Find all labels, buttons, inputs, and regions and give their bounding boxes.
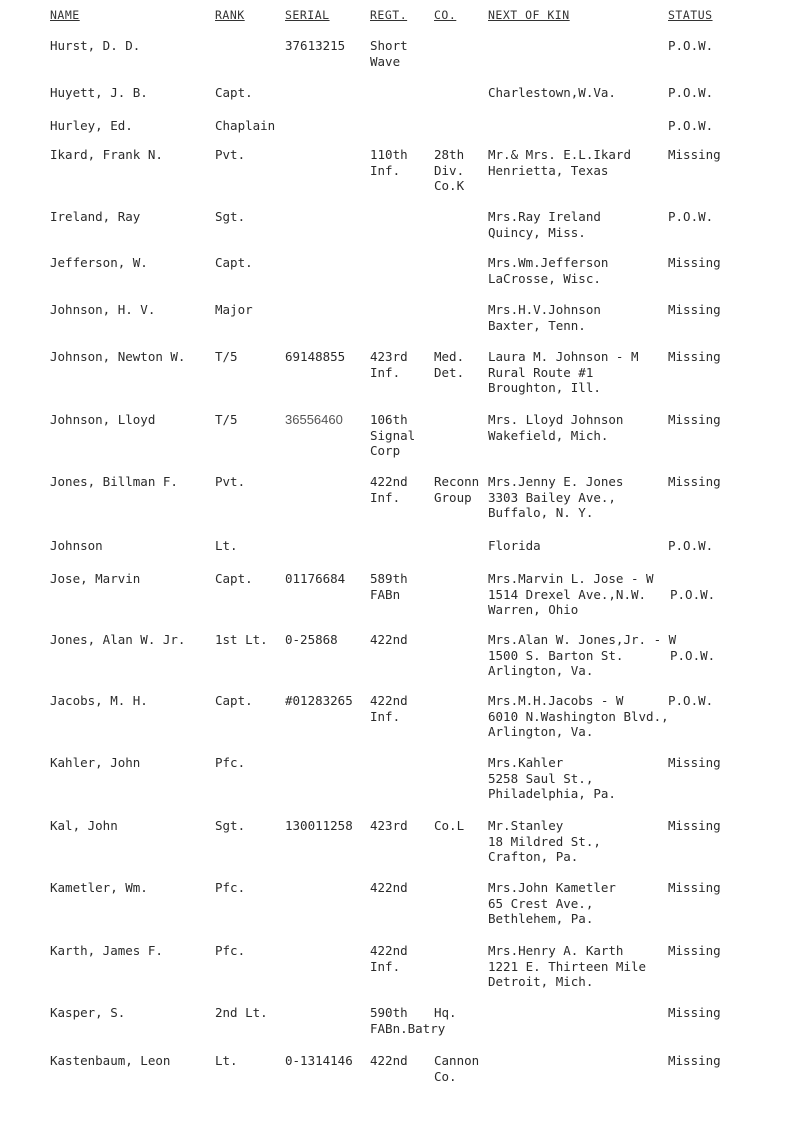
next-of-kin-line: Rural Route #1 (488, 364, 594, 380)
status: Missing (668, 255, 721, 270)
company-line: Div. (434, 162, 465, 178)
soldier-name: Ikard, Frank N. (50, 147, 163, 162)
serial-number: 01176684 (285, 571, 346, 586)
regiment-line: 422nd (370, 880, 408, 895)
regiment (370, 880, 408, 896)
next-of-kin-line: LaCrosse, Wisc. (488, 270, 601, 286)
status: P.O.W. (670, 586, 716, 602)
serial-number: #01283265 (285, 693, 353, 708)
next-of-kin-line: Mrs.M.H.Jacobs - W (488, 693, 624, 708)
next-of-kin-line: 6010 N.Washington Blvd., (488, 708, 669, 724)
status: Missing (668, 1005, 721, 1020)
company-line: Group (434, 489, 472, 505)
regiment-line: Wave (370, 53, 401, 69)
regiment (370, 1053, 408, 1069)
next-of-kin-line: 3303 Bailey Ave., (488, 489, 616, 505)
regiment-line: Signal (370, 427, 416, 443)
next-of-kin-line: Mrs.Kahler (488, 755, 564, 770)
next-of-kin-line: Wakefield, Mich. (488, 427, 609, 443)
next-of-kin-line: 1514 Drexel Ave.,N.W. (488, 586, 647, 602)
regiment (370, 571, 408, 602)
regiment-line: Short (370, 38, 408, 53)
next-of-kin-line: 1500 S. Barton St. (488, 647, 624, 663)
company-line: Hq. (434, 1005, 457, 1020)
company (434, 474, 479, 505)
regiment (370, 632, 408, 648)
header-co: CO. (434, 8, 457, 22)
serial-number: 0-1314146 (285, 1053, 353, 1068)
next-of-kin (488, 538, 541, 554)
next-of-kin-line: Buffalo, N. Y. (488, 505, 594, 520)
status: P.O.W. (668, 85, 714, 100)
regiment (370, 693, 408, 724)
rank: Pfc. (215, 880, 246, 895)
regiment-line: 422nd (370, 632, 408, 647)
next-of-kin-line: Mrs.John Kametler (488, 880, 616, 895)
soldier-name: Jose, Marvin (50, 571, 141, 586)
next-of-kin (488, 147, 631, 178)
header-regt: REGT. (370, 8, 408, 22)
soldier-name: Kametler, Wm. (50, 880, 148, 895)
next-of-kin (488, 632, 676, 679)
rank: Capt. (215, 255, 253, 270)
next-of-kin-line: Detroit, Mich. (488, 974, 594, 989)
company-line: Med. (434, 349, 465, 364)
serial-number: 0-25868 (285, 632, 338, 647)
company-line: Reconn (434, 474, 480, 489)
rank: T/5 (215, 349, 238, 364)
status: Missing (668, 1053, 721, 1068)
regiment (370, 474, 408, 505)
status: P.O.W. (668, 209, 714, 224)
regiment-line: 422nd (370, 693, 408, 708)
regiment-line: 423rd (370, 349, 408, 364)
serial-number: 130011258 (285, 818, 353, 833)
company (434, 1053, 479, 1084)
next-of-kin-line: Mrs.Henry A. Karth (488, 943, 624, 958)
regiment (370, 147, 408, 178)
next-of-kin (488, 209, 601, 240)
status: P.O.W. (668, 38, 714, 53)
status: Missing (668, 880, 721, 895)
next-of-kin (488, 880, 616, 927)
company-line: 28th (434, 147, 465, 162)
next-of-kin (488, 693, 669, 740)
soldier-name: Kastenbaum, Leon (50, 1053, 171, 1068)
regiment (370, 818, 408, 834)
regiment-line: 422nd (370, 943, 408, 958)
soldier-name: Kal, John (50, 818, 118, 833)
next-of-kin-line: Quincy, Miss. (488, 224, 586, 240)
next-of-kin (488, 349, 639, 396)
next-of-kin-line: Charlestown,W.Va. (488, 85, 616, 100)
regiment-line: FABn (370, 586, 401, 602)
serial-number: 37613215 (285, 38, 346, 53)
rank: Sgt. (215, 818, 246, 833)
soldier-name: Johnson, Newton W. (50, 349, 186, 364)
regiment (370, 38, 408, 69)
next-of-kin-line: 1221 E. Thirteen Mile (488, 958, 647, 974)
soldier-name: Hurst, D. D. (50, 38, 141, 53)
regiment-line: 423rd (370, 818, 408, 833)
soldier-name: Kasper, S. (50, 1005, 126, 1020)
header-next-of-kin: NEXT OF KIN (488, 8, 570, 22)
regiment-line: 422nd (370, 1053, 408, 1068)
serial-number: 69148855 (285, 349, 346, 364)
regiment-line: FABn.Batry (370, 1020, 446, 1036)
next-of-kin-line: 65 Crest Ave., (488, 895, 594, 911)
next-of-kin (488, 255, 608, 286)
serial-number: 36556460 (285, 412, 343, 427)
soldier-name: Johnson, H. V. (50, 302, 156, 317)
company-line: Co.K (434, 178, 465, 193)
regiment-line: Corp (370, 443, 401, 458)
next-of-kin-line: Mrs. Lloyd Johnson (488, 412, 624, 427)
next-of-kin-line: Mrs.Alan W. Jones,Jr. - W (488, 632, 677, 647)
next-of-kin-line: Bethlehem, Pa. (488, 911, 594, 926)
regiment-line: 422nd (370, 474, 408, 489)
next-of-kin-line: Broughton, Ill. (488, 380, 601, 395)
next-of-kin (488, 474, 623, 521)
next-of-kin-line: Mrs.Ray Ireland (488, 209, 601, 224)
regiment-line: 590th (370, 1005, 408, 1020)
status: P.O.W. (668, 693, 714, 708)
soldier-name: Johnson, Lloyd (50, 412, 156, 427)
soldier-name: Jacobs, M. H. (50, 693, 148, 708)
regiment (370, 349, 408, 380)
next-of-kin-line: Mrs.Jenny E. Jones (488, 474, 624, 489)
next-of-kin-line: Mrs.Wm.Jefferson (488, 255, 609, 270)
regiment-line: Inf. (370, 708, 401, 724)
rank: Capt. (215, 85, 253, 100)
status: Missing (668, 412, 721, 427)
next-of-kin-line: Mrs.Marvin L. Jose - W (488, 571, 654, 586)
status: P.O.W. (668, 538, 714, 553)
soldier-name: Ireland, Ray (50, 209, 141, 224)
next-of-kin-line: Mr.& Mrs. E.L.Ikard (488, 147, 631, 162)
next-of-kin-line: Crafton, Pa. (488, 849, 579, 864)
next-of-kin-line: Laura M. Johnson - M (488, 349, 639, 364)
soldier-name: Karth, James F. (50, 943, 163, 958)
regiment-line: 106th (370, 412, 408, 427)
rank: Lt. (215, 538, 238, 553)
company-line: Det. (434, 364, 465, 380)
next-of-kin (488, 302, 601, 333)
status: Missing (668, 474, 721, 489)
soldier-name: Johnson (50, 538, 103, 553)
next-of-kin-line: 18 Mildred St., (488, 833, 601, 849)
status: Missing (668, 302, 721, 317)
soldier-name: Jefferson, W. (50, 255, 148, 270)
soldier-name: Jones, Billman F. (50, 474, 178, 489)
company (434, 818, 464, 834)
next-of-kin (488, 818, 601, 865)
rank: 1st Lt. (215, 632, 268, 647)
next-of-kin (488, 412, 623, 443)
next-of-kin-line: Florida (488, 538, 541, 553)
next-of-kin-line: Baxter, Tenn. (488, 317, 586, 333)
status: Missing (668, 755, 721, 770)
rank: T/5 (215, 412, 238, 427)
company-line: Cannon (434, 1053, 480, 1068)
rank: Major (215, 302, 253, 317)
rank: Chaplain (215, 118, 276, 133)
company (434, 349, 464, 380)
next-of-kin (488, 943, 646, 990)
regiment-line: 589th (370, 571, 408, 586)
regiment (370, 412, 415, 459)
header-name: NAME (50, 8, 80, 22)
company (434, 1005, 457, 1021)
next-of-kin-line: Mr.Stanley (488, 818, 564, 833)
regiment-line: Inf. (370, 162, 401, 178)
company-line: Co.L (434, 818, 465, 833)
rank: Pvt. (215, 147, 246, 162)
next-of-kin (488, 85, 616, 101)
next-of-kin (488, 755, 616, 802)
rank: Pfc. (215, 755, 246, 770)
next-of-kin-line: Arlington, Va. (488, 663, 594, 678)
regiment (370, 943, 408, 974)
soldier-name: Kahler, John (50, 755, 141, 770)
rank: Sgt. (215, 209, 246, 224)
status: Missing (668, 818, 721, 833)
header-serial: SERIAL (285, 8, 330, 22)
soldier-name: Jones, Alan W. Jr. (50, 632, 186, 647)
status: Missing (668, 349, 721, 364)
rank: Capt. (215, 571, 253, 586)
regiment-line: 110th (370, 147, 408, 162)
next-of-kin-line: Philadelphia, Pa. (488, 786, 616, 801)
next-of-kin-line: Arlington, Va. (488, 724, 594, 739)
soldier-name: Hurley, Ed. (50, 118, 133, 133)
status: Missing (668, 147, 721, 162)
next-of-kin (488, 571, 654, 618)
rank: Capt. (215, 693, 253, 708)
rank: Pfc. (215, 943, 246, 958)
company-line: Co. (434, 1068, 457, 1084)
status: Missing (668, 943, 721, 958)
rank: Pvt. (215, 474, 246, 489)
next-of-kin-line: Mrs.H.V.Johnson (488, 302, 601, 317)
rank: 2nd Lt. (215, 1005, 268, 1020)
soldier-name: Huyett, J. B. (50, 85, 148, 100)
header-status: STATUS (668, 8, 713, 22)
header-rank: RANK (215, 8, 245, 22)
next-of-kin-line: 5258 Saul St., (488, 770, 594, 786)
next-of-kin-line: Henrietta, Texas (488, 162, 609, 178)
rank: Lt. (215, 1053, 238, 1068)
regiment-line: Inf. (370, 958, 401, 974)
regiment-line: Inf. (370, 489, 401, 505)
status: P.O.W. (670, 647, 716, 663)
company (434, 147, 464, 194)
next-of-kin-line: Warren, Ohio (488, 602, 579, 617)
status: P.O.W. (668, 118, 714, 133)
regiment-line: Inf. (370, 364, 401, 380)
